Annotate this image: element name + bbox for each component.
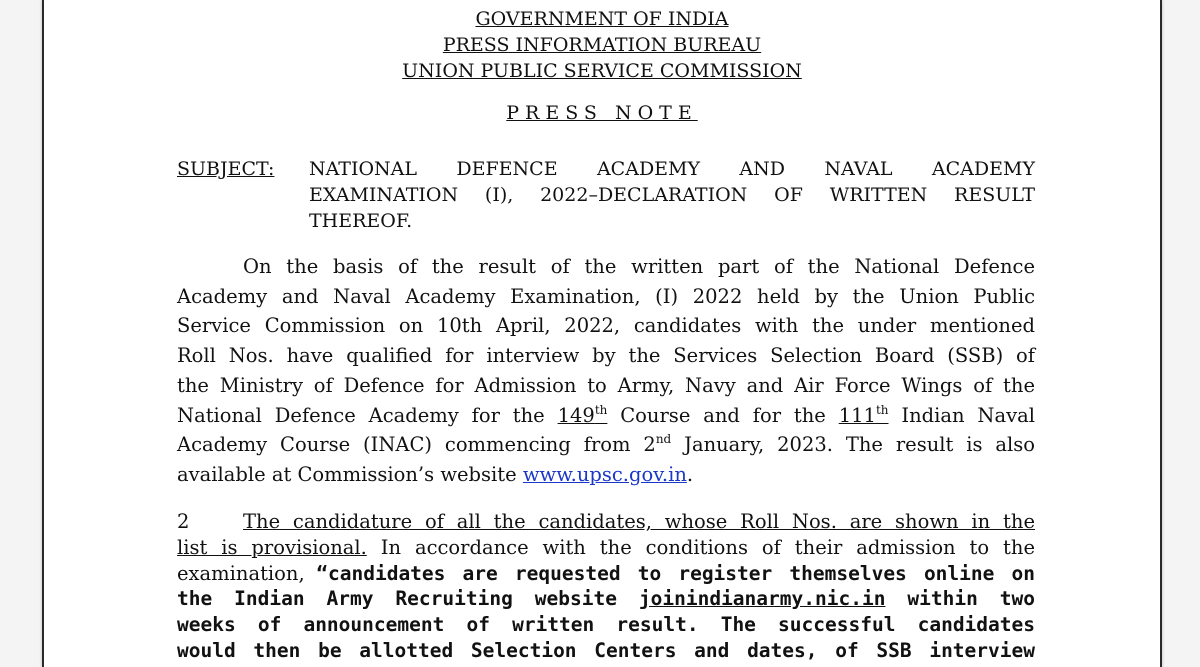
paragraph-line: the Ministry of Defence for Admission to Army, Navy and Air Force Wings of the (177, 373, 1035, 397)
header-bureau: PRESS INFORMATION BUREAU (442, 34, 762, 56)
header-government: GOVERNMENT OF INDIA (475, 8, 729, 30)
paragraph-line (177, 460, 1035, 490)
text-segment: January, 2023. The result is also (684, 433, 1035, 457)
ordinal-suffix: th (594, 402, 608, 417)
subject-line: EXAMINATION (I), 2022–DECLARATION OF WRITTEN RESULT (309, 184, 1035, 206)
header-commission: UNION PUBLIC SERVICE COMMISSION (402, 60, 802, 82)
course-number-nda (558, 404, 608, 427)
text-segment: 111 (838, 403, 876, 427)
paragraph-1 (177, 252, 1035, 490)
press-note-title (44, 102, 1160, 124)
text-segment: examination, (177, 561, 305, 585)
text-segment: Course and for the (620, 403, 826, 427)
upsc-website-link[interactable]: www.upsc.gov.in (522, 462, 687, 486)
paragraph-line (177, 535, 1035, 561)
paragraph-line: Service Commission on 10th April, 2022, candidates with the under mentioned (177, 314, 1035, 338)
text-segment: In accordance with the conditions of their admission to the (380, 535, 1035, 559)
text-segment: 149 (557, 403, 595, 427)
subject-text (309, 156, 1035, 234)
paragraph-line: weeks of announcement of written result. The successful candidates (177, 613, 1035, 637)
text-segment: Indian Naval (901, 403, 1035, 427)
subject-line: THEREOF. (309, 210, 413, 232)
paragraph-line: Roll Nos. have qualified for interview by the Services Selection Board (SSB) of (177, 344, 1035, 368)
paragraph-line: On the basis of the result of the written part of the National Defence (243, 255, 1035, 278)
document-page (42, 0, 1162, 667)
text-segment: . (686, 462, 694, 486)
bold-text: “candidates are requested to register themselves online on (316, 561, 1036, 585)
text-segment: National Defence Academy for the (177, 403, 545, 427)
army-recruiting-link[interactable]: joinindianarmy.nic.in (638, 587, 886, 611)
subject-label: SUBJECT: (177, 158, 275, 180)
press-note-text: PRESS NOTE (506, 102, 698, 124)
paragraph-2 (177, 509, 1035, 664)
paragraph-line (177, 586, 1035, 612)
paragraph-line (177, 561, 1035, 587)
text-segment: available at Commission’s website (177, 462, 517, 486)
ordinal-suffix: th (875, 402, 889, 417)
bold-text: within two (907, 587, 1035, 611)
paragraph-number: 2 (177, 510, 190, 533)
paragraph-line: would then be allotted Selection Centers and dates, of SSB interview (177, 638, 1035, 662)
text-segment: list is provisional. (177, 535, 367, 559)
document-header (44, 6, 1160, 84)
paragraph-line (177, 430, 1035, 460)
paragraph-line (177, 509, 1035, 535)
text-segment: The candidature of all the candidates, whose Roll Nos. are shown in the (243, 510, 1035, 533)
text-segment: Academy Course (INAC) commencing from 2 (177, 433, 656, 457)
ordinal-suffix: nd (655, 432, 672, 447)
paragraph-line (177, 401, 1035, 431)
subject-line: NATIONAL DEFENCE ACADEMY AND NAVAL ACADEMY (309, 158, 1035, 180)
bold-text: the Indian Army Recruiting website (177, 587, 617, 611)
course-number-inac (839, 404, 889, 427)
paragraph-line: Academy and Naval Academy Examination, (I) 2022 held by the Union Public (177, 284, 1035, 308)
